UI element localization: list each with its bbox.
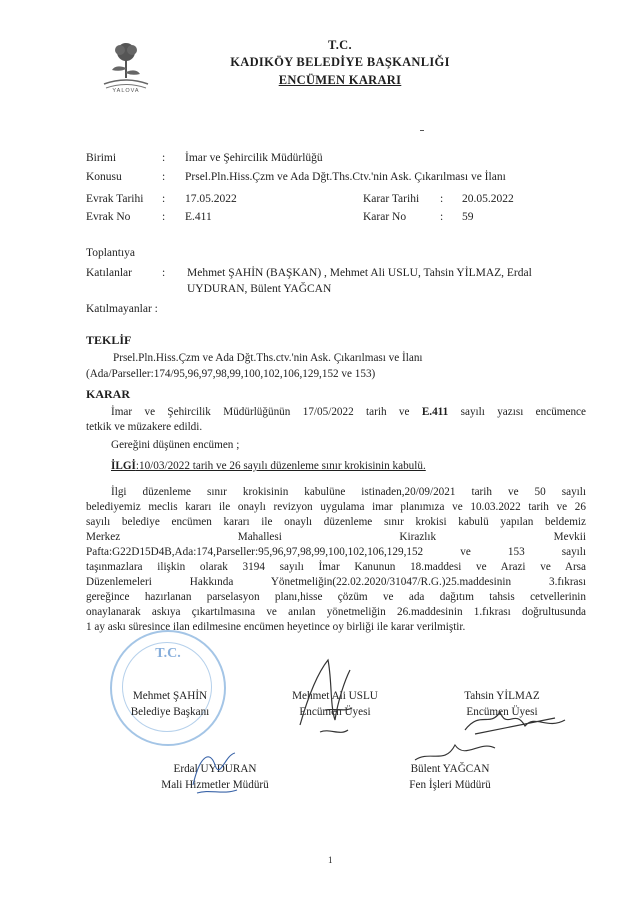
signature-5-name: Bülent YAĞCAN bbox=[410, 763, 490, 775]
signature-1-title: Belediye Başkanı bbox=[130, 706, 210, 718]
katilanlar-label: Katılanlar bbox=[86, 267, 132, 279]
karar-paragraph-2: Gereğini düşünen encümen ; bbox=[111, 439, 240, 451]
signature-3-name: Tahsin YİLMAZ bbox=[464, 690, 540, 702]
official-stamp bbox=[110, 630, 226, 746]
body-line: gereğince hazırlanan parselasyon planı,hisse çözüm ve ada dağıtım tahsis cetvellerinin bbox=[86, 591, 586, 603]
signature-scribble-4-icon bbox=[185, 745, 245, 800]
document-type-text: ENCÜMEN KARARI bbox=[278, 73, 402, 87]
scan-mark bbox=[420, 130, 424, 131]
birimi-colon: : bbox=[162, 152, 166, 164]
signature-scribble-2-icon bbox=[290, 650, 370, 740]
karar-p1-text-a: İmar ve Şehircilik Müdürlüğünün 17/05/2022 tarih ve bbox=[111, 406, 422, 418]
evrak-no-value: E.411 bbox=[185, 211, 212, 223]
karar-tarihi-colon: : bbox=[440, 193, 444, 205]
karar-paragraph-1-line-1 bbox=[111, 405, 586, 420]
katilanlar-line1: Mehmet ŞAHİN (BAŞKAN) , Mehmet Ali USLU, Tahsin YİLMAZ, Erdal bbox=[187, 267, 532, 279]
logo-text: YALOVA bbox=[112, 88, 140, 94]
evrak-tarihi-value: 17.05.2022 bbox=[185, 193, 237, 205]
evrak-tarihi-colon: : bbox=[162, 193, 166, 205]
body-last-line: 1 ay askı süresince ilan edilmesine encümen heyetince oy birliği ile karar verilmiştir. bbox=[86, 621, 466, 633]
signature-scribble-5-icon bbox=[410, 730, 500, 770]
evrak-tarihi-label: Evrak Tarihi bbox=[86, 193, 144, 205]
municipality-logo bbox=[96, 38, 156, 100]
body-line: Düzenlemeleri Hakkında Yönetmeliğin(22.02.2020/31047/R.G.)25.maddesinin 3.fıkrası bbox=[86, 576, 586, 588]
ilgi-label: İLGİ bbox=[111, 460, 136, 472]
teklif-title: TEKLİF bbox=[86, 333, 132, 347]
karar-tarihi-label: Karar Tarihi bbox=[363, 193, 420, 205]
signature-4-name: Erdal UYDURAN bbox=[173, 763, 257, 775]
body-line: taşınmazlara ilişkin olarak 3194 sayılı İmar Kanunun 18.maddesi ve Arazi ve Arsa bbox=[86, 561, 586, 573]
evrak-no-bold: E.411 bbox=[421, 406, 449, 418]
body-line: belediyemiz meclis kararı ile onaylı revizyon uygulama imar planımıza ve 10.03.2022 tarih ve 26 bbox=[86, 501, 586, 513]
karar-p1-text-b: sayılı yazısı encümence bbox=[448, 406, 586, 418]
teklif-line1: Prsel.Pln.Hiss.Çzm ve Ada Dğt.Ths.ctv.'nin Ask. Çıkarılması ve İlanı bbox=[113, 352, 423, 364]
katilanlar-line2: UYDURAN, Bülent YAĞCAN bbox=[187, 283, 332, 295]
document-type bbox=[180, 73, 500, 88]
karar-no-value: 59 bbox=[462, 211, 474, 223]
ilgi-line bbox=[111, 459, 426, 474]
signature-2-title: Encümen Üyesi bbox=[299, 706, 371, 718]
konusu-value: Prsel.Pln.Hiss.Çzm ve Ada Dğt.Ths.Ctv.'nin Ask. Çıkarılması ve İlanı bbox=[185, 171, 506, 183]
stamp-text: T.C. bbox=[155, 646, 181, 661]
signature-1-name: Mehmet ŞAHİN bbox=[132, 690, 208, 702]
signature-2-name: Mehmet Ali USLU bbox=[292, 690, 378, 702]
karar-title: KARAR bbox=[86, 387, 130, 401]
karar-paragraph-1-line-2: tetkik ve müzakere edildi. bbox=[86, 421, 203, 433]
toplantiya-label: Toplantıya bbox=[86, 247, 136, 259]
katilmayanlar-label: Katılmayanlar : bbox=[86, 303, 158, 315]
institution-name: KADIKÖY BELEDİYE BAŞKANLIĞI bbox=[230, 55, 450, 69]
konusu-label: Konusu bbox=[86, 171, 122, 183]
header-tc: T.C. bbox=[328, 38, 352, 52]
body-line: sayılı belediye encümen kararı ile onaylı düzenleme sınır krokisi kabulü yapılan beldemiz bbox=[86, 516, 586, 528]
signature-4-title: Mali Hizmetler Müdürü bbox=[161, 779, 269, 791]
karar-no-colon: : bbox=[440, 211, 444, 223]
teklif-line2: (Ada/Parseller:174/95,96,97,98,99,100,102,106,129,152 ve 153) bbox=[86, 368, 376, 380]
body-line: İlgi düzenleme sınır krokisinin kabulüne istinaden,20/09/2021 tarih ve 50 sayılı bbox=[111, 486, 586, 498]
katilanlar-colon: : bbox=[162, 267, 166, 279]
birimi-label: Birimi bbox=[86, 152, 117, 164]
page-number: 1 bbox=[328, 855, 333, 865]
evrak-no-label: Evrak No bbox=[86, 211, 131, 223]
karar-no-label: Karar No bbox=[363, 211, 407, 223]
karar-tarihi-value: 20.05.2022 bbox=[462, 193, 514, 205]
ilgi-text: :10/03/2022 tarih ve 26 sayılı düzenleme sınır krokisinin kabulü. bbox=[135, 460, 426, 472]
evrak-no-colon: : bbox=[162, 211, 166, 223]
body-line: Pafta:G22D15D4B,Ada:174,Parseller:95,96,97,98,99,100,102,106,129,152 ve 153 sayılı bbox=[86, 546, 586, 558]
birimi-value: İmar ve Şehircilik Müdürlüğü bbox=[185, 152, 323, 164]
signature-3-title: Encümen Üyesi bbox=[466, 706, 538, 718]
konusu-colon: : bbox=[162, 171, 166, 183]
body-line: Merkez Mahallesi Kirazlık Mevkii bbox=[86, 531, 586, 543]
signature-5-title: Fen İşleri Müdürü bbox=[409, 779, 491, 791]
body-line: onaylanarak askıya çıkartılmasına ve anılan yönetmeliğin 26.maddesinin 1.fıkrası doğrultusunda bbox=[86, 606, 586, 618]
